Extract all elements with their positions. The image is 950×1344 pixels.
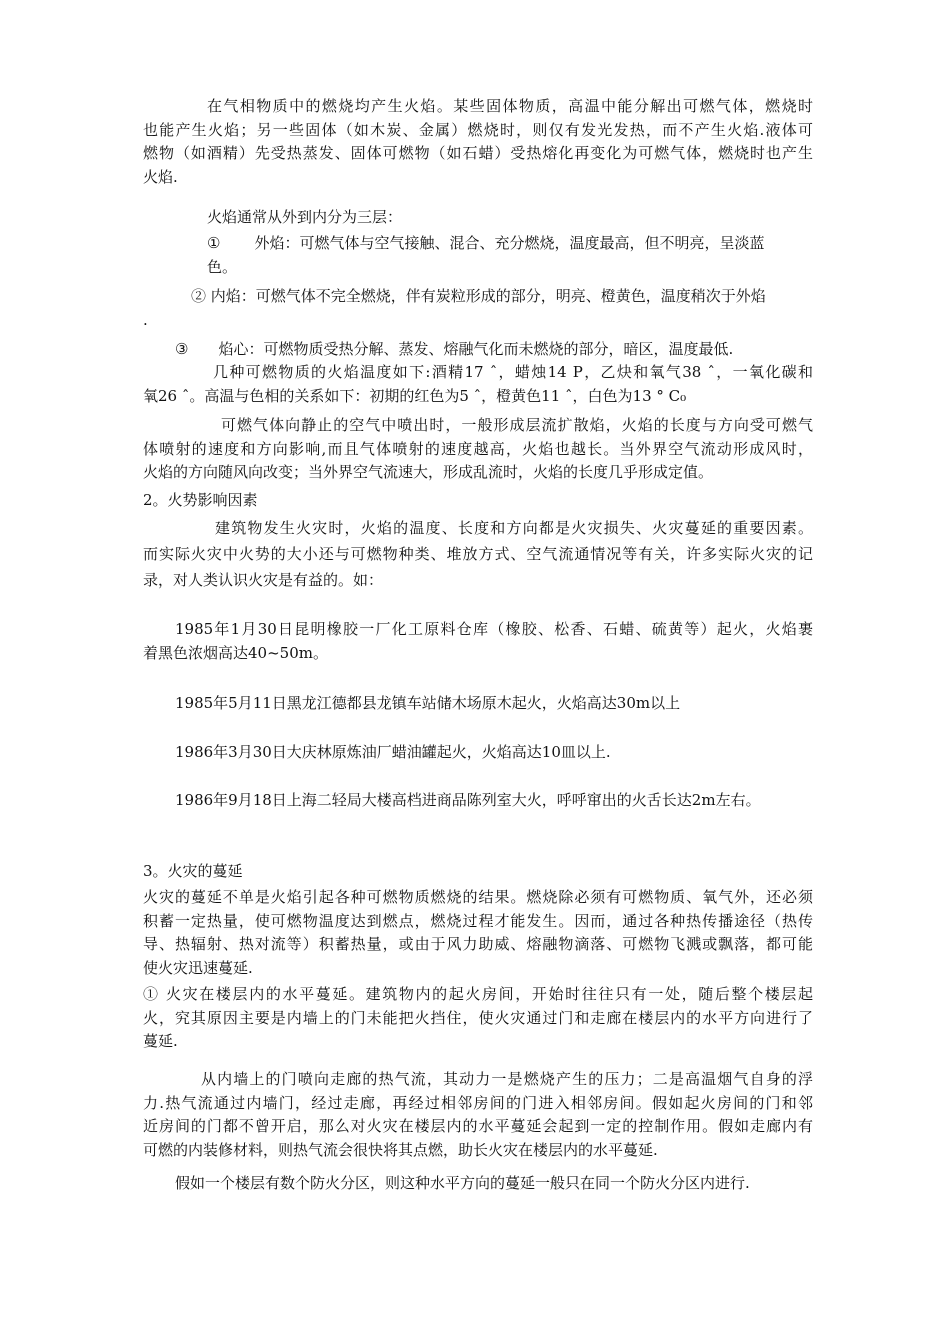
text-line: 导、热辐射、热对流等）积蓄热量，或由于风力助威、熔融物滴落、可燃物飞溅或飘落，都可能 <box>143 935 813 953</box>
list-marker: ① <box>143 985 160 1003</box>
text-line: 1986年9月18日上海二轻局大楼高档进商品陈列室大火，呼呼窜出的火舌长达2m左右。 <box>175 791 761 809</box>
section-heading-fire-factors <box>143 489 258 513</box>
list-text: 内焰：可燃气体不完全燃烧，伴有炭粒形成的部分，明亮、橙黄色，温度稍次于外焰 <box>206 287 766 305</box>
text-line: 3。火灾的蔓延 <box>143 862 243 880</box>
list-text: 火灾在楼层内的水平蔓延。建筑物内的起火房间，开始时往往只有一处，随后整个楼层起 <box>159 985 813 1003</box>
paragraph-fire-factors <box>143 515 813 593</box>
text-line: 火，究其原因主要是内墙上的门未能把火挡住，使火灾通过门和走廊在楼层内的水平方向进行了 <box>143 1008 813 1027</box>
text-line <box>143 983 813 1007</box>
text-line: 近房间的门都不曾开启，那么对火灾在楼层内的水平蔓延会起到一定的控制作用。假如走廊内有 <box>143 1117 813 1135</box>
text-line: 积蓄一定热量，使可燃物温度达到燃点，燃烧过程才能发生。因而，通过各种热传播途径（热传 <box>143 911 813 930</box>
text-line: 从内墙上的门喷向走廊的热气流，其动力一是燃烧产生的压力；二是高温烟气自身的浮 <box>201 1070 813 1088</box>
paragraph-flame-temperatures <box>143 361 813 408</box>
paragraph-flame-intro <box>143 95 813 189</box>
list-text: 外焰：可燃气体与空气接触、混合、充分燃烧，温度最高，但不明亮，呈淡蓝 <box>254 234 765 252</box>
text-line: 可燃气体向静止的空气中喷出时，一般形成层流扩散焰，火焰的长度与方向受可燃气 <box>221 416 813 434</box>
paragraph-fire-spread <box>143 886 813 980</box>
paragraph-hot-gas-flow <box>143 1068 813 1162</box>
list-marker: ① <box>207 234 221 252</box>
text-line: 录，对人类认识火灾是有益的。如： <box>143 571 384 589</box>
text-line: 火灾的蔓延不单是火焰引起各种可燃物质燃烧的结果。燃烧除必须有可燃物质、氧气外，还必须 <box>143 888 813 906</box>
text-line: 蔓延. <box>143 1032 178 1050</box>
text-line: 体喷射的速度和方向影响,而且气体喷射的速度越高，火焰也越长。当外界空气流动形成风时， <box>143 439 813 458</box>
text-line: 可燃的内装修材料，则热气流会很快将其点燃，助长火灾在楼层内的水平蔓延. <box>143 1140 658 1159</box>
text-line: . <box>143 311 148 329</box>
list-item-flame-core <box>175 338 733 362</box>
text-line <box>207 232 764 256</box>
fire-record-1985-heilongjiang <box>175 692 680 716</box>
text-line: 着黑色浓烟高达40~50m。 <box>143 643 328 662</box>
list-item-inner-flame <box>191 285 766 309</box>
paragraph-gas-jet <box>143 414 813 485</box>
paragraph-fire-compartment <box>175 1172 750 1196</box>
text-line: 几种可燃物质的火焰温度如下:酒精17 ˆ，蜡烛14 P，乙炔和氧气38 ˆ，一氧化碳和 <box>213 363 813 381</box>
text-line: 力.热气流通过内墙门，经过走廊，再经过相邻房间的门进入相邻房间。假如起火房间的门和邻 <box>143 1093 813 1112</box>
list-item-horizontal-spread <box>143 983 813 1054</box>
text-line: 1985年5月11日黑龙江德都县龙镇车站储木场原木起火，火焰高达30m以上 <box>175 694 681 712</box>
stray-period <box>143 309 148 333</box>
fire-record-1986-shanghai <box>175 789 761 813</box>
text-line: 火焰. <box>143 167 178 186</box>
text-line: 建筑物发生火灾时，火焰的温度、长度和方向都是火灾损失、火灾蔓延的重要因素。 <box>215 519 813 537</box>
paragraph-three-layers-heading <box>207 206 402 230</box>
list-marker: ② <box>191 287 207 305</box>
section-heading-fire-spread <box>143 860 243 884</box>
text-line: 在气相物质中的燃烧均产生火焰。某些固体物质，高温中能分解出可燃气体，燃烧时 <box>207 97 813 115</box>
text-line: 也能产生火焰；另一些固体（如木炭、金属）燃烧时，则仅有发光发热，而不产生火焰.液体可 <box>143 120 813 139</box>
text-line: 色。 <box>207 257 238 276</box>
text-line: 2。火势影响因素 <box>143 491 258 509</box>
fire-record-1986-daqing <box>175 741 611 765</box>
text-line: 假如一个楼层有数个防火分区，则这种水平方向的蔓延一般只在同一个防火分区内进行. <box>175 1174 750 1192</box>
list-item-outer-flame <box>207 232 764 279</box>
text-line: 火焰通常从外到内分为三层： <box>207 208 403 226</box>
list-marker: ③ <box>175 340 189 358</box>
text-line: 使火灾迅速蔓延. <box>143 958 253 977</box>
text-line: 而实际火灾中火势的大小还与可燃物种类、堆放方式、空气流通情况等有关，许多实际火灾的记 <box>143 545 813 563</box>
text-line: 1986年3月30日大庆林原炼油厂蜡油罐起火，火焰高达10皿以上. <box>175 743 611 761</box>
list-text: 焰心：可燃物质受热分解、蒸发、熔融气化而未燃烧的部分，暗区，温度最低. <box>218 340 734 358</box>
text-line <box>191 285 766 309</box>
text-line: 氧26 ˆ。高温与色相的关系如下：初期的红色为5 ˆ，橙黄色11 ˆ，白色为13 ° C₀ <box>143 386 687 405</box>
fire-record-1985-kunming <box>143 618 813 665</box>
text-line: 燃物（如酒精）先受热蒸发、固体可燃物（如石蜡）受热熔化再变化为可燃气体，燃烧时也产生 <box>143 144 813 162</box>
text-line: 火焰的方向随风向改变；当外界空气流速大，形成乱流时，火焰的长度几乎形成定值。 <box>143 463 714 481</box>
text-line: 1985年1月30日昆明橡胶一厂化工原料仓库（橡胶、松香、石蜡、硫黄等）起火，火焰裹 <box>175 620 813 638</box>
text-line <box>175 338 733 362</box>
